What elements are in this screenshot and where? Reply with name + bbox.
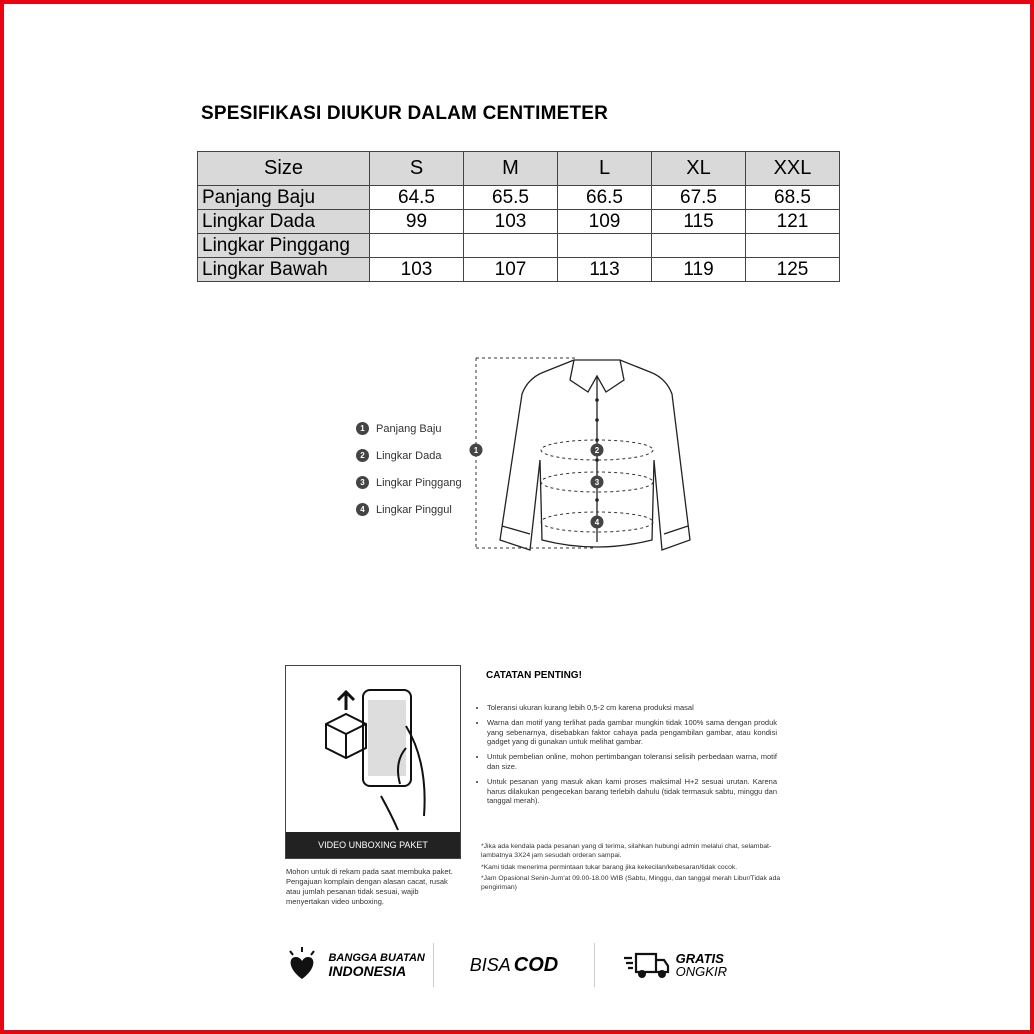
table-cell	[558, 234, 652, 258]
badge-line: GRATIS	[675, 951, 724, 966]
badge-cod-text: COD	[513, 953, 559, 976]
table-row	[198, 234, 840, 258]
table-cell: 103	[370, 258, 464, 282]
extra-note: *Kami tidak menerima permintaan tukar barang jika kekecilan/kebesaran/tidak cocok.	[481, 863, 738, 871]
table-cell: 64.5	[370, 186, 464, 210]
table-cell: 65.5	[464, 186, 558, 210]
table-cell	[652, 234, 746, 258]
list-item: • Untuk pesanan yang masuk akan kami proses maksimal H+2 sesuai urutan. Karena harus dilakukan pengecekan barang terlebih dahulu (tidak termasuk sabtu, minggu dan tanggal merah).	[487, 777, 777, 806]
legend-item	[356, 415, 462, 442]
unboxing-card	[285, 665, 461, 859]
catatan-list	[477, 703, 777, 811]
table-cell: 66.5	[558, 186, 652, 210]
table-row	[198, 258, 840, 282]
badge-line: BANGGA BUATAN	[328, 952, 425, 964]
number-badge: 1	[356, 422, 369, 435]
table-cell: 119	[652, 258, 746, 282]
list-item: • Warna dan motif yang terlihat pada gambar mungkin tidak 100% sama dengan produk yang sebenarnya, disebabkan faktor cahaya pada pengambilan gambar, atau kondisi gadget yang di gunakan untuk melihat gambar.	[487, 718, 777, 747]
marker-1: 1	[473, 446, 479, 455]
number-badge: 2	[356, 449, 369, 462]
size-table	[197, 151, 840, 282]
legend-item	[356, 442, 462, 469]
table-cell	[370, 234, 464, 258]
table-cell	[746, 234, 840, 258]
extra-notes	[481, 843, 781, 896]
extra-note: *Jika ada kendala pada pesanan yang di terima, silahkan hubungi admin melalui chat, selambat-lambatnya 3X24 jam sesudah orderan sampai.	[481, 843, 772, 859]
header-cell: M	[464, 152, 558, 186]
table-cell: 107	[464, 258, 558, 282]
header-cell: XXL	[746, 152, 840, 186]
row-label: Panjang Baju	[198, 186, 370, 210]
badge-bisa: BISA	[469, 954, 511, 975]
legend-label: Lingkar Dada	[376, 449, 442, 462]
table-cell: 113	[558, 258, 652, 282]
legend-label: Panjang Baju	[376, 422, 442, 435]
list-item: • Toleransi ukuran kurang lebih 0,5-2 cm karena produksi masal	[487, 703, 777, 713]
table-cell: 121	[746, 210, 840, 234]
table-cell: 125	[746, 258, 840, 282]
legend-label: Lingkar Pinggul	[376, 503, 452, 516]
unboxing-note: Mohon untuk di rekam pada saat membuka paket. Pengajuan komplain dengan alasan cacat, rusak atau jumlah pesanan tidak sesuai, wajib menyertakan video unboxing.	[286, 867, 453, 906]
table-cell: 68.5	[746, 186, 840, 210]
marker-4: 4	[594, 518, 600, 527]
number-badge: 3	[356, 476, 369, 489]
header-cell: L	[558, 152, 652, 186]
extra-note: *Jam Opasional Senin-Jum'at 09.00-18.00 WIB (Sabtu, Minggu, dan tanggal merah Libur/Tidak ada pengiriman)	[481, 875, 781, 892]
list-item: • Untuk pembelian online, mohon pertimbangan toleransi selisih perbedaan warna, motif dan size.	[487, 752, 777, 772]
table-header-row	[198, 152, 840, 186]
legend-label: Lingkar Pinggang	[376, 476, 462, 489]
truck-icon	[622, 950, 670, 980]
row-label: Lingkar Dada	[198, 210, 370, 234]
header-cell: Size	[198, 152, 370, 186]
catatan-title: CATATAN PENTING!	[486, 670, 582, 681]
table-row	[198, 210, 840, 234]
badge-line: ONGKIR	[675, 964, 727, 979]
unboxing-bar: VIDEO UNBOXING PAKET	[286, 832, 460, 858]
row-label: Lingkar Pinggang	[198, 234, 370, 258]
header-cell: S	[370, 152, 464, 186]
legend-item	[356, 469, 462, 496]
table-cell: 67.5	[652, 186, 746, 210]
marker-3: 3	[594, 478, 600, 487]
table-cell: 115	[652, 210, 746, 234]
table-cell: 99	[370, 210, 464, 234]
header-cell: XL	[652, 152, 746, 186]
shirt-diagram	[466, 350, 696, 565]
table-row	[198, 186, 840, 210]
row-label: Lingkar Bawah	[198, 258, 370, 282]
page-title: SPESIFIKASI DIUKUR DALAM CENTIMETER	[201, 103, 609, 124]
table-cell: 109	[558, 210, 652, 234]
heart-hand-icon	[282, 945, 322, 985]
badge-cod	[434, 942, 593, 988]
badges-row	[274, 942, 754, 988]
number-badge: 4	[356, 503, 369, 516]
badge-indonesia	[274, 942, 433, 988]
legend-item	[356, 496, 462, 523]
table-cell: 103	[464, 210, 558, 234]
marker-2: 2	[594, 446, 600, 455]
badge-gratis-ongkir	[595, 942, 754, 988]
measurement-legend	[356, 415, 462, 523]
table-cell	[464, 234, 558, 258]
phone-box-icon	[286, 666, 460, 832]
badge-line: INDONESIA	[328, 963, 407, 979]
